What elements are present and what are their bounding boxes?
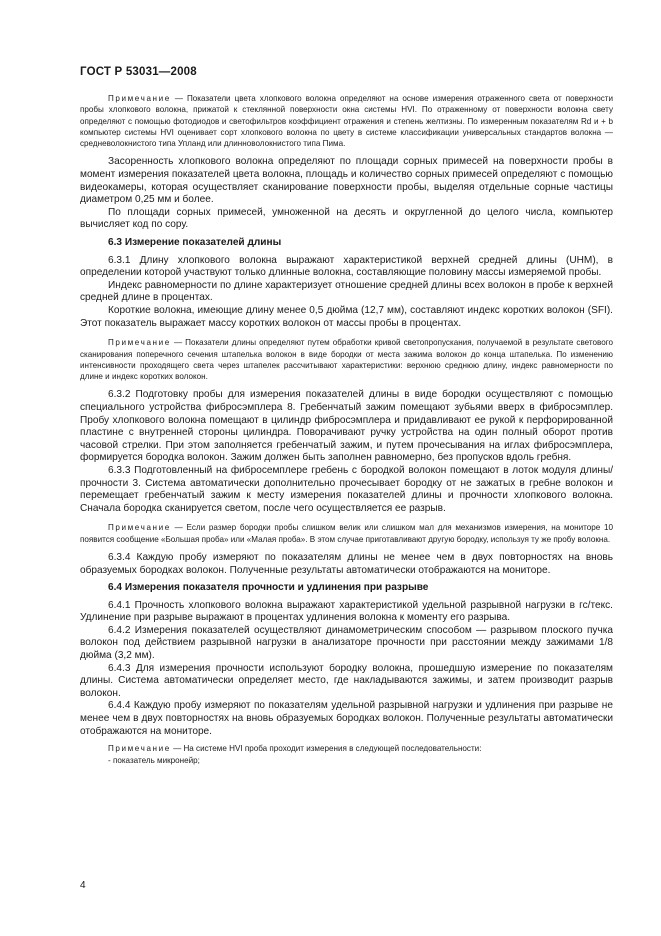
note-text: — На системе HVI проба проходит измерения в следующей последовательности:: [173, 744, 482, 754]
page-content: [80, 93, 613, 766]
paragraph-6-3-4: 6.3.4 Каждую пробу измеряют по показателям длины не менее чем в двух повторностях на вновь образуемых бородках волокон. Полученные результаты автоматически отображаются на мониторе.: [80, 551, 613, 576]
note-label: Примечание: [108, 523, 171, 533]
note-sample-size: [80, 522, 613, 545]
paragraph-6-4-3: 6.4.3 Для измерения прочности используют бородку волокна, прошедшую измерение по показателям длины. Система автоматически определяет место, где накладываются зажимы, и затем производит разрыв волокон.: [80, 662, 613, 699]
note-color: [80, 93, 613, 149]
heading-6-3: 6.3 Измерение показателей длины: [108, 237, 282, 249]
paragraph-6-3-3: 6.3.3 Подготовленный на фибросемплере гребень с бородкой волокон помещают в лоток модуля длины/прочности 3. Система автоматически дополнительно прочесывает бородку от не зажатых в гребне волокон и перемещает гребенчатый зажим к месту измерения показателей длины и прочности хлопкового волокна. Сначала бородка сканируется светом, после чего осуществляется ее разрыв.: [80, 464, 613, 514]
paragraph-short-fibers: Короткие волокна, имеющие длину менее 0,5 дюйма (12,7 мм), составляют индекс коротких волокон (SFI). Этот показатель выражает массу коротких волокон от массы пробы в процентах.: [80, 305, 613, 329]
paragraph-uniformity: Индекс равномерности по длине характеризует отношение средней длины всех волокон в пробе к верхней средней длине в процентах.: [80, 279, 613, 304]
note-text: — Если размер бородки пробы слишком велик или слишком мал для механизмов измерения, на мониторе 10 появится сообщение «Большая проба» или «Малая проба». В этом случае приготавливают другую бородку, используя ту же пробу волокна.: [80, 523, 613, 544]
paragraph-6-3-2: 6.3.2 Подготовку пробы для измерения показателей длины в виде бородки осуществляют с помощью специального устройства фибросэмплера 8. Гребенчатый зажим помещают зубьями вверх в фибросэмплер. Пробу хлопкового волокна помещают в цилиндр фибросэмплера и придавливают ее рукой к перфорированной пластине с внутренней стороны цилиндра. Поворачивают ручку устройства на один полный оборот против часовой стрелки. При этом заполняется гребенчатый зажим, и путем прочесывания на иглах фибросэмплера, формируется бородка волокон. Зажим должен быть заполнен равномерно, без пропусков вдоль гребня.: [80, 389, 613, 464]
note-text: — Показатели цвета хлопкового волокна определяют на основе измерения отраженного света от поверхности пробы хлопкового волокна, прижатой к стеклянной поверхности окна системы HVI. По отраженному от поверхности волокна свету определяют с помощью фотодиодов и светофильтров коэффициент отражения и степень желтизны. По измеренным показателям Rd и + b компьютер системы HVI оценивает сорт хлопкового волокна по цвету в системе классификации универсальных стандартов волокна — средневолокнистого типа Упланд или длинноволокнистого типа Пима.: [80, 94, 613, 149]
paragraph-trash-1: Засоренность хлопкового волокна определяют по площади сорных примесей на поверхности пробы в момент измерения показателей цвета волокна, площадь и количество сорных примесей определяют с помощью видеокамеры, которая осуществляет сканирование поверхности пробы, выделяя отдельные сорные частицы диаметром 0,25 мм и более.: [80, 156, 613, 206]
heading-6-4: 6.4 Измерения показателя прочности и удлинения при разрыве: [108, 582, 429, 594]
paragraph-trash-2: По площади сорных примесей, умноженной на десять и округленной до целого числа, компьютер вычисляет код по сору.: [80, 206, 613, 231]
note-text: — Показатели длины определяют путем обработки кривой светопропускания, получаемой в результате светового сканирования поперечного сечения штапелька волокон в виде бородки от места зажима волокон до конца штапелька. По изменению интенсивности проходящего света через штапелек рассчитывают характеристики: верхнюю среднюю длину, индекс равномерности по длине и индекс коротких волокон.: [80, 338, 614, 382]
note-label: Примечание: [108, 338, 171, 348]
paragraph-6-4-4: 6.4.4 Каждую пробу измеряют по показателям удельной разрывной нагрузки и удлинения при разрыве не менее чем в двух повторностях на вновь образуемых бородках волокон. Полученные результаты автоматически отображаются на мониторе.: [80, 700, 613, 737]
paragraph-6-4-2: 6.4.2 Измерения показателей осуществляют динамометрическим способом — разрывом плоского пучка волокон под действием разрывной нагрузки в анализаторе прочности при расстоянии между зажимами 1/8 дюйма (3,2 мм).: [80, 624, 613, 662]
page-number: 4: [80, 880, 86, 891]
note-label: Примечание: [108, 94, 171, 103]
note-hvi-sequence: [80, 743, 613, 754]
paragraph-6-4-1: 6.4.1 Прочность хлопкового волокна выражают характеристикой удельной разрывной нагрузки в гс/текс. Удлинение при разрыве выражают в процентах удлинения волокна к моменту его разрыва.: [80, 599, 613, 624]
list-item: - показатель микронейр;: [108, 755, 200, 765]
note-label: Примечание: [108, 744, 171, 754]
standard-header: ГОСТ Р 53031—2008: [80, 66, 197, 78]
paragraph-6-3-1: 6.3.1 Длину хлопкового волокна выражают характеристикой верхней средней длины (UHM), в определении которой участвуют только длинные волокна, составляющие половину массы измеряемой пробы.: [80, 254, 613, 279]
note-length: [80, 337, 613, 382]
